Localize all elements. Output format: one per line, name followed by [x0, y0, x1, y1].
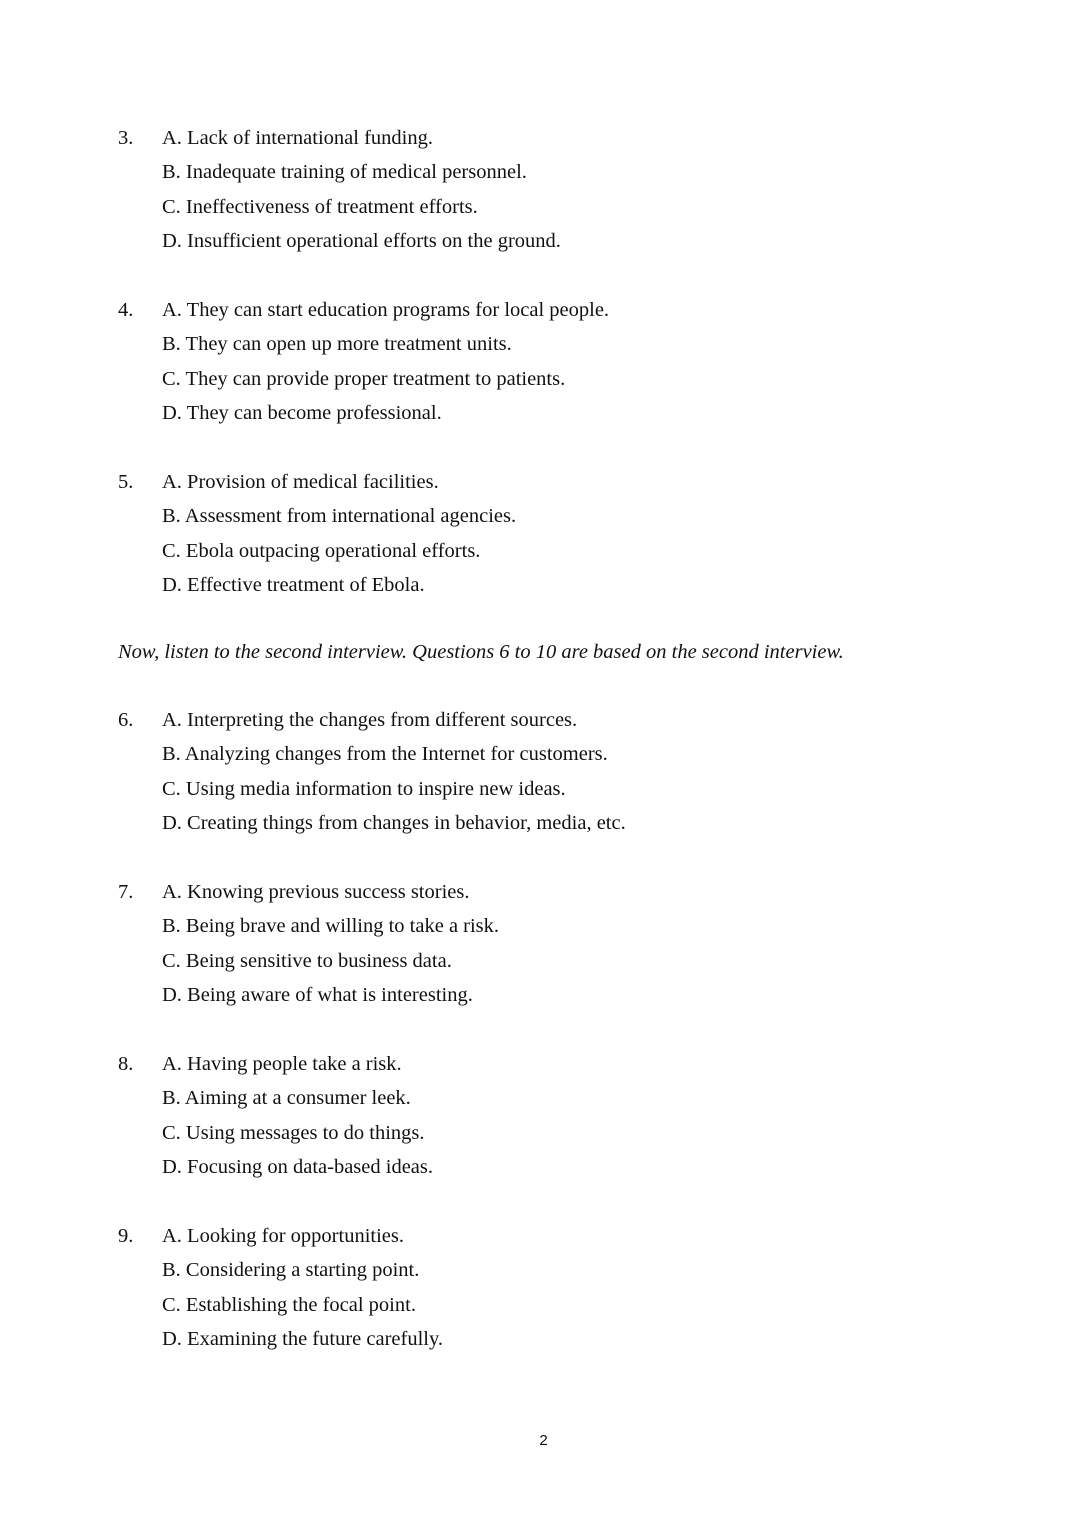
question-number: 9.	[118, 1225, 134, 1247]
answer-option: C. Ineffectiveness of treatment efforts.	[162, 195, 478, 218]
question-item	[118, 1047, 1018, 1184]
answer-option: A. Knowing previous success stories.	[162, 881, 470, 903]
question-number: 5.	[118, 471, 134, 493]
question-item	[118, 875, 1018, 1012]
answer-option: B. They can open up more treatment units.	[162, 333, 512, 356]
answer-option: C. Establishing the focal point.	[162, 1293, 416, 1316]
answer-option: D. Creating things from changes in behavior, media, etc.	[162, 811, 626, 834]
option-list	[162, 1219, 1018, 1356]
option-list	[162, 293, 1018, 430]
answer-option: D. They can become professional.	[162, 401, 442, 424]
question-item	[118, 465, 1018, 602]
answer-option: A. Having people take a risk.	[162, 1053, 402, 1075]
answer-option: B. Assessment from international agencies.	[162, 505, 517, 528]
question-number: 3.	[118, 127, 134, 149]
answer-option: B. Inadequate training of medical personnel.	[162, 161, 527, 184]
option-list	[162, 703, 1018, 840]
answer-option: C. They can provide proper treatment to patients.	[162, 367, 566, 390]
answer-option: B. Being brave and willing to take a risk.	[162, 915, 500, 938]
question-number: 6.	[118, 709, 134, 731]
option-list	[162, 875, 1018, 1012]
answer-option: A. Provision of medical facilities.	[162, 471, 439, 493]
option-list	[162, 465, 1018, 602]
answer-option: D. Examining the future carefully.	[162, 1327, 444, 1350]
answer-option: C. Using media information to inspire new ideas.	[162, 777, 566, 800]
section-instruction: Now, listen to the second interview. Questions 6 to 10 are based on the second interview.	[118, 641, 844, 663]
option-list	[162, 121, 1018, 258]
question-number: 4.	[118, 299, 134, 321]
answer-option: B. Analyzing changes from the Internet for customers.	[162, 743, 608, 766]
page-number: 2	[539, 1432, 548, 1449]
question-item	[118, 1219, 1018, 1356]
question-item	[118, 293, 1018, 430]
answer-option: A. Looking for opportunities.	[162, 1225, 404, 1247]
question-item	[118, 121, 1018, 258]
answer-option: D. Being aware of what is interesting.	[162, 983, 473, 1006]
answer-option: C. Ebola outpacing operational efforts.	[162, 539, 481, 562]
option-list	[162, 1047, 1018, 1184]
answer-option: B. Considering a starting point.	[162, 1259, 420, 1282]
answer-option: A. Lack of international funding.	[162, 127, 433, 149]
question-number: 8.	[118, 1053, 134, 1075]
question-number: 7.	[118, 881, 134, 903]
answer-option: D. Effective treatment of Ebola.	[162, 573, 425, 596]
answer-option: D. Focusing on data-based ideas.	[162, 1155, 433, 1178]
answer-option: B. Aiming at a consumer leek.	[162, 1087, 411, 1110]
answer-option: C. Using messages to do things.	[162, 1121, 425, 1144]
answer-option: A. They can start education programs for local people.	[162, 299, 610, 321]
answer-option: A. Interpreting the changes from different sources.	[162, 709, 578, 731]
question-item	[118, 703, 1018, 840]
answer-option: D. Insufficient operational efforts on the ground.	[162, 229, 561, 252]
answer-option: C. Being sensitive to business data.	[162, 949, 452, 972]
